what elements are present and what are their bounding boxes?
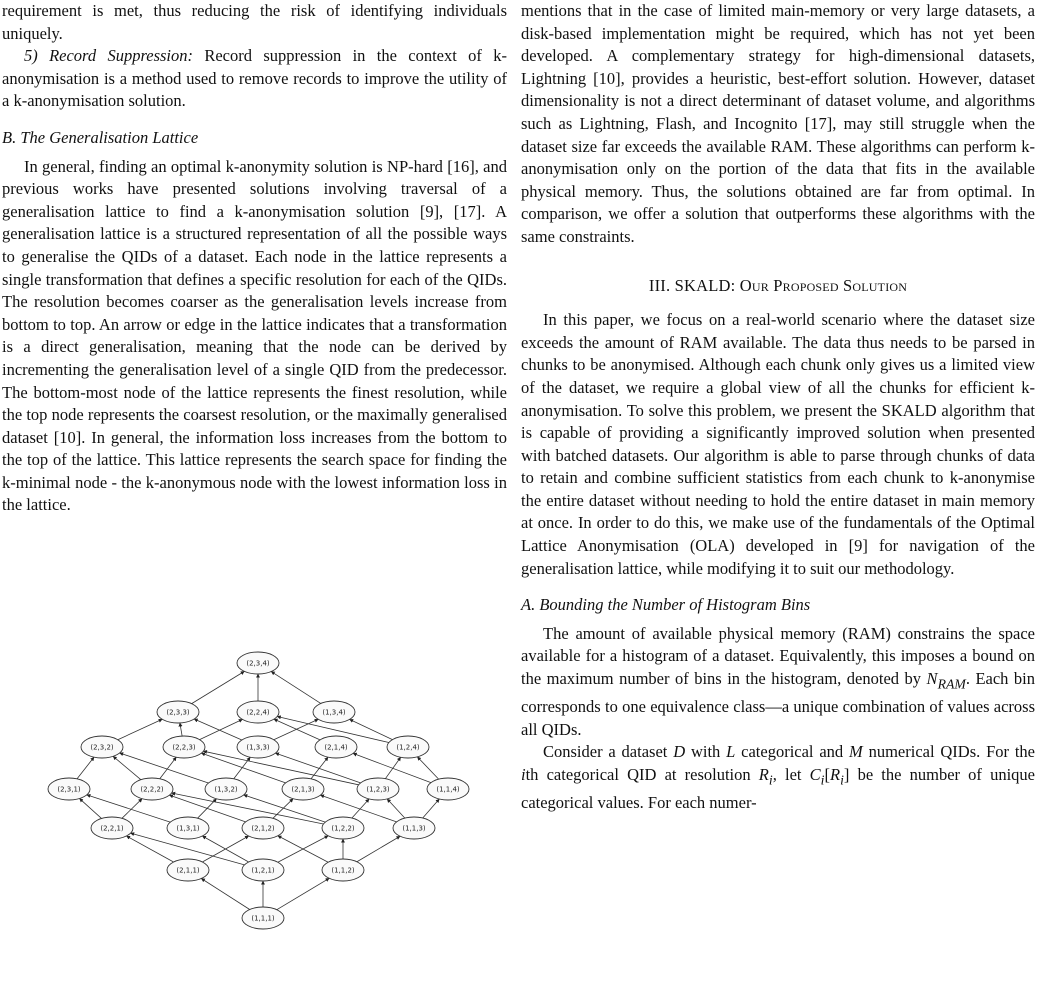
paragraph-lattice: In general, finding an optimal k-anonymity solution is NP-hard [16], and previous works have presented solutions involving traversal of a generalisation lattice to find a k-anonymisation solution [9], [17]. A generalisation lattice is a structured representation of all the possible ways to generalise the QIDs of a dataset. Each node in the lattice represents a single transformation that defines a specific resolution for each of the QIDs. The resolution becomes coarser as the generalisation levels increase from bottom to top. An arrow or edge in the lattice indicates that a transformation is a direct generalisation, meaning that the node can be derived by incrementing the generalisation level of a single QID from the predecessor. The bottom-most node of the lattice represents the finest resolution, while the top node represents the coarsest resolution, or the maximally generalised dataset [10]. In general, the information loss increases from the bottom to the top of the lattice. This lattice represents the search space for finding the k-minimal node - the k-anonymous node with the lowest information loss in the lattice. [2,156,507,515]
lattice-edge [353,753,431,782]
lattice-node-label: (2,3,3) [166,708,190,717]
lattice-node [242,859,284,881]
lattice-edge [352,799,369,818]
lattice-edge [275,753,360,783]
lattice-node [131,778,173,800]
lattice-node-label: (1,2,4) [396,743,420,752]
generalisation-lattice-figure [38,636,478,998]
lattice-node-label: (1,3,1) [176,824,200,833]
paragraph-continued: requirement is met, thus reducing the risk of identifying individuals uniquely. [2,1,507,43]
lattice-edge [160,757,176,779]
lattice-node-label: (1,3,4) [322,708,346,717]
lattice-node [91,817,133,839]
lattice-edge [122,799,142,819]
lattice-edge [423,799,440,818]
lattice-edge [80,799,102,819]
lattice-node [387,736,429,758]
lattice-edge [271,672,321,704]
lattice-node-label: (2,1,3) [291,785,315,794]
lattice-edge [118,719,162,739]
lattice-node-label: (1,2,2) [331,824,355,833]
lattice-node [237,736,279,758]
lattice-node-label: (2,1,2) [251,824,275,833]
lattice-node [393,817,435,839]
lattice-edge [387,799,405,818]
lattice-edge [180,723,182,736]
lattice-node [237,652,279,674]
lattice-edge [277,878,329,909]
lattice-node [237,701,279,723]
lattice-node [163,736,205,758]
lattice-node-label: (1,1,3) [402,824,426,833]
lattice-edge [417,757,438,779]
paragraph-consider-dataset: Consider a dataset D with L categorical and M numerical QIDs. For the ith categorical QID at resolution $R_i$, let $C_i[R_i]$ be the number of unique categorical values. For each numer- [521,742,1035,812]
lattice-node [313,701,355,723]
lattice-edge [192,671,245,703]
paragraph-intro: In this paper, we focus on a real-world scenario where the dataset size exceeds the amount of RAM available. The data thus needs to be parsed in chunks to be anonymised. Although each chunk only gives us a limited view of the dataset, we require a global view of all the chunks for efficient k-anonymisation. To solve this problem, we present the SKALD algorithm that is capable of providing a significantly improved solution when presented with batched datasets. Our algorithm is able to parse through chunks of data to retain and combine sufficient statistics from each chunk to k-anonymise the entire dataset without needing to hold the entire dataset in main memory at once. In order to do this, we make use of the fundamentals of the Optimal Lattice Anonymisation (OLA) developed in [9] for navigation of the generalisation lattice, while modifying it to suit our methodology. [521,310,1035,578]
paragraph-histogram-bins: The amount of available physical memory (RAM) constrains the space available for a histogram of a dataset. Equivalently, this imposes a bound on the maximum number of bins in the histogram, denoted by $N_{RAM}$. Each bin corresponds to one equivalence class—a unique combination of values across all QIDs. [521,623,1036,739]
lattice-node-label: (2,3,2) [90,743,114,752]
lattice-node [157,701,199,723]
subsection-heading-a: A. Bounding the Number of Histogram Bins [521,595,811,615]
lattice-edge [350,719,393,739]
lattice-node [81,736,123,758]
lattice-edge [77,757,94,779]
lattice-edge [113,756,141,779]
lattice-node-label: (2,2,4) [246,708,270,717]
lattice-node-label: (1,2,1) [251,866,275,875]
lattice-edge [126,836,173,862]
left-column [2,0,507,517]
lattice-node [322,859,364,881]
lattice-node-label: (2,3,4) [246,659,270,668]
lattice-node [357,778,399,800]
lattice-node-label: (1,1,4) [436,785,460,794]
lattice-node [242,907,284,929]
lattice-node-label: (2,3,1) [57,785,81,794]
lattice-node-label: (2,1,1) [176,866,200,875]
lattice-node [48,778,90,800]
paragraph-continued-right: mentions that in the case of limited main-memory or very large datasets, a disk-based implementation might be required, which has not yet been developed. A complementary strategy for high-dimensional datasets, Lightning [10], provides a heuristic, best-effort solution. However, dataset dimensionality is not a direct determinant of dataset volume, and algorithms such as Lightning, Flash, and Incognito [17], may still struggle when the dataset size far exceeds the available RAM. These algorithms can perform k-anonymisation only on the portion of the data that fits in the available physical memory. Thus, the solutions obtained are far from optimal. In comparison, we offer a solution that outperforms these algorithms with the same constraints. [521,1,1035,246]
lattice-node [205,778,247,800]
section-heading-iii: III. SKALD: Our Proposed Solution [648,275,908,295]
lattice-node-label: (1,1,2) [331,866,355,875]
lattice-node [427,778,469,800]
paragraph-record-suppression: 5) Record Suppression: Record suppression in the context of k-anonymisation is a method used to remove records to improve the utility of a k-anonymisation solution. [2,46,507,111]
lattice-edge [311,757,328,779]
lattice-node [242,817,284,839]
lattice-node-label: (2,2,2) [140,785,164,794]
lattice-edge [357,836,400,862]
right-column [521,0,1035,814]
subsection-heading-b: B. The Generalisation Lattice [2,127,199,147]
lattice-node [167,817,209,839]
lattice-node [322,817,364,839]
lattice-node [167,859,209,881]
lattice-node-label: (1,1,1) [251,914,275,923]
lattice-node [282,778,324,800]
lattice-node-label: (2,2,1) [100,824,124,833]
lattice-edge [201,879,249,910]
lattice-node-label: (2,1,4) [324,743,348,752]
lattice-edge [120,753,209,783]
lattice-node-label: (1,3,2) [214,785,238,794]
lattice-node [315,736,357,758]
lattice-edge [201,753,285,783]
lattice-edge [194,719,242,740]
lattice-node-label: (1,3,3) [246,743,270,752]
run-in-heading: 5) Record Suppression: [24,46,194,66]
lattice-node-label: (2,2,3) [172,743,196,752]
lattice-node-label: (1,2,3) [366,785,390,794]
lattice-edge [200,719,243,739]
